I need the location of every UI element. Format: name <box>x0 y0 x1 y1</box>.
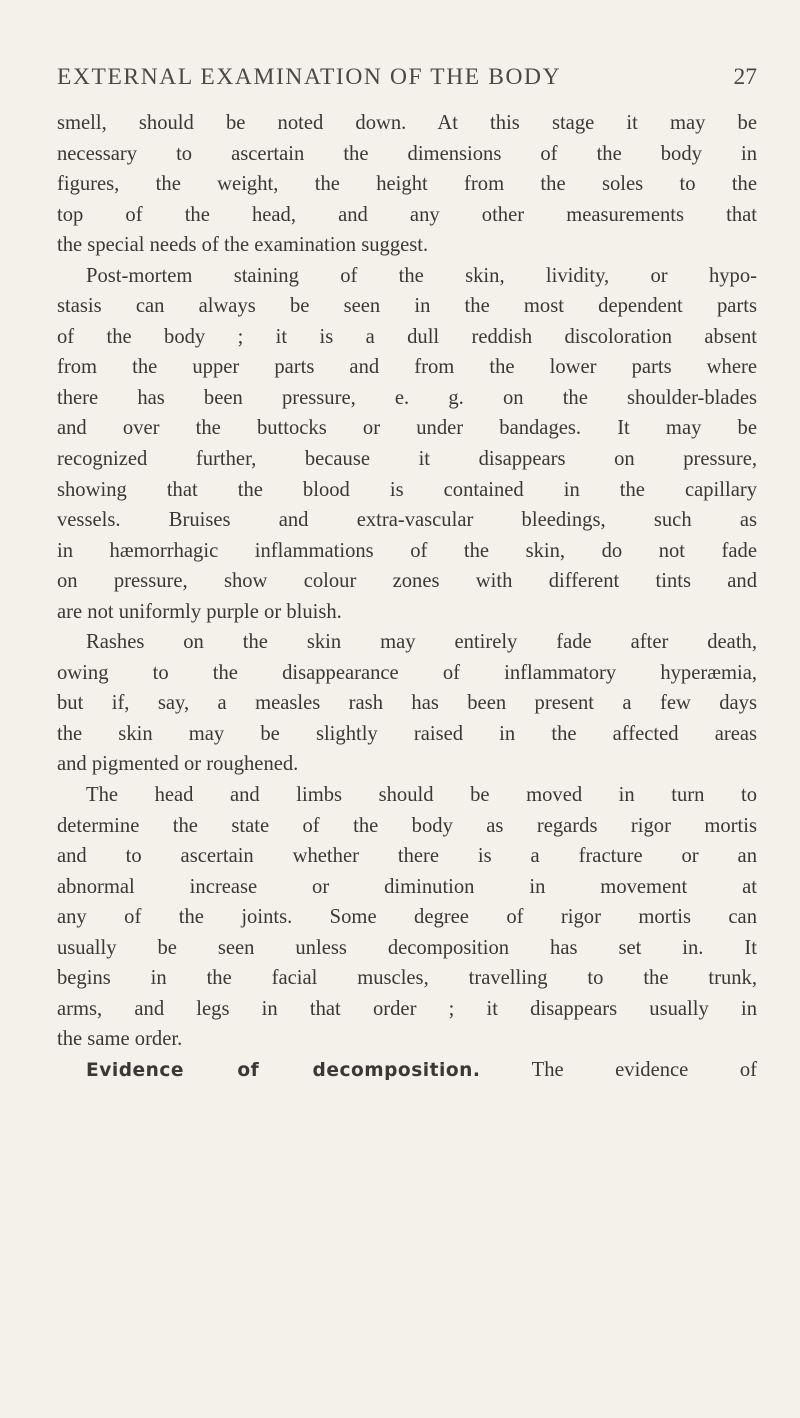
text-line: from the upper parts and from the lower parts where <box>57 356 757 379</box>
text-line: on pressure, show colour zones with different tints and <box>57 570 757 593</box>
text-line: stasis can always be seen in the most dependent parts <box>57 295 757 318</box>
text-line: recognized further, because it disappears on pressure, <box>57 448 757 471</box>
text-line: the special needs of the examination suggest. <box>57 234 429 257</box>
text-line: smell, should be noted down. At this stage it may be <box>57 112 757 134</box>
text-line: in hæmorrhagic inflammations of the skin, do not fade <box>57 539 757 562</box>
text-line: of the body ; it is a dull reddish discoloration absent <box>57 325 757 348</box>
text-line: determine the state of the body as regards rigor mortis <box>57 814 757 837</box>
text-line: the same order. <box>57 1028 183 1051</box>
body-text <box>57 108 757 1086</box>
text-line: owing to the disappearance of inflammatory hyperæmia, <box>57 661 757 684</box>
section-heading: Evidence of decomposition. <box>86 1059 481 1081</box>
text-line: top of the head, and any other measurements that <box>57 203 757 226</box>
text-line: there has been pressure, e. g. on the shoulder-blades <box>57 386 757 409</box>
running-header <box>57 64 757 91</box>
text-line: and over the buttocks or under bandages. It may be <box>57 417 757 440</box>
text-line: the skin may be slightly raised in the affected areas <box>57 722 757 745</box>
page-number: 27 <box>733 64 757 90</box>
text-line: any of the joints. Some degree of rigor mortis can <box>57 906 757 929</box>
text-line: figures, the weight, the height from the soles to the <box>57 173 757 196</box>
text-line: The head and limbs should be moved in turn to <box>86 784 757 807</box>
text-line: begins in the facial muscles, travelling to the trunk, <box>57 967 757 990</box>
text-line: Post-mortem staining of the skin, lividity, or hypo- <box>86 264 757 287</box>
text-line: abnormal increase or diminution in movement at <box>57 875 757 898</box>
text-line: necessary to ascertain the dimensions of the body in <box>57 142 757 165</box>
text-line: but if, say, a measles rash has been present a few days <box>57 692 757 715</box>
text-line: usually be seen unless decomposition has set in. It <box>57 936 757 959</box>
section-text: The evidence of <box>531 1058 757 1081</box>
running-title: EXTERNAL EXAMINATION OF THE BODY <box>57 64 562 90</box>
text-line: Rashes on the skin may entirely fade after death, <box>86 631 757 654</box>
text-line: showing that the blood is contained in the capillary <box>57 478 757 501</box>
section-start-line <box>57 1055 757 1086</box>
text-line: and to ascertain whether there is a fracture or an <box>57 845 757 868</box>
text-line: are not uniformly purple or bluish. <box>57 600 342 623</box>
text-line: vessels. Bruises and extra-vascular bleedings, such as <box>57 509 757 532</box>
text-line: arms, and legs in that order ; it disappears usually in <box>57 997 757 1020</box>
text-line: and pigmented or roughened. <box>57 753 299 776</box>
